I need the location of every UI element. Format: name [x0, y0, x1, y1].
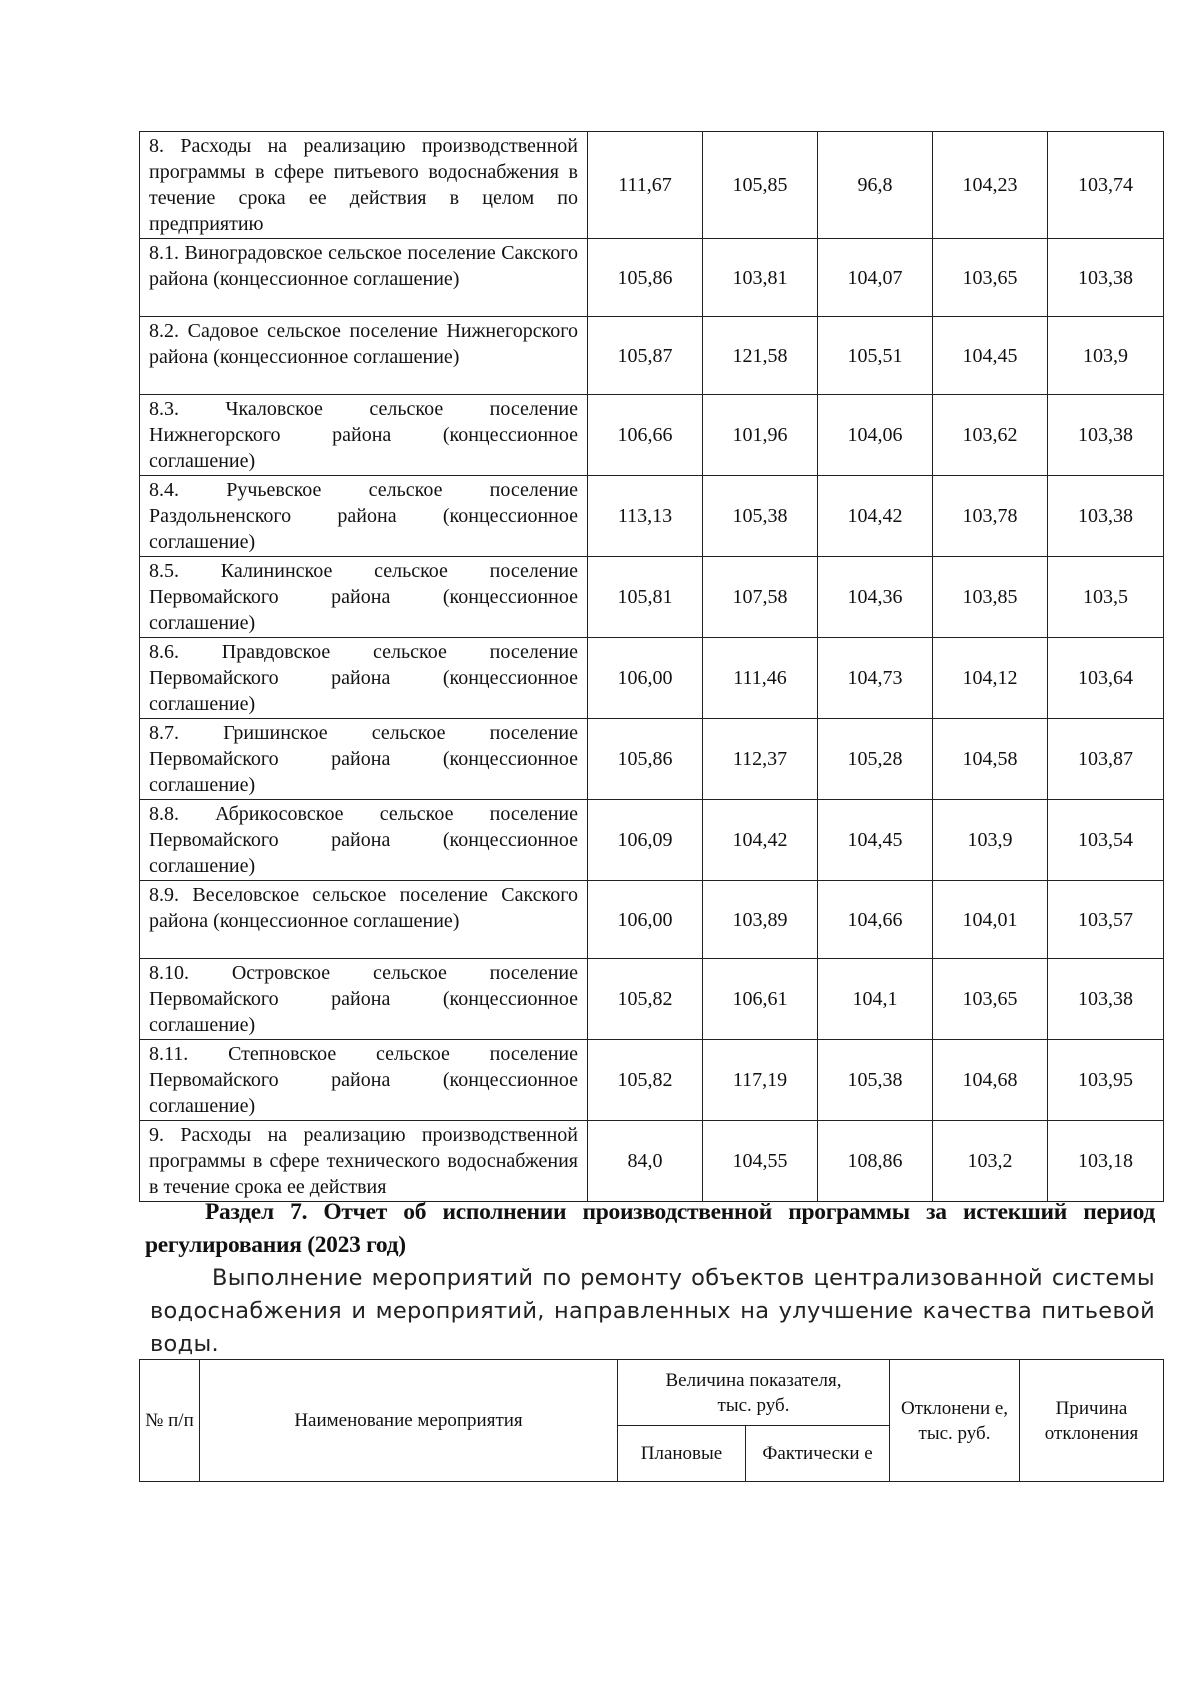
- value-cell: 104,58: [933, 719, 1048, 800]
- value-cell: 105,82: [588, 1040, 703, 1121]
- value-cell: 84,0: [588, 1121, 703, 1202]
- row-name-cell: 8.3. Чкаловское сельское поселение Нижнегорского района (концессионное соглашение): [140, 395, 588, 476]
- table-row: [140, 800, 1164, 881]
- row-name-cell: 8.7. Гришинское сельское поселение Первомайского района (концессионное соглашение): [140, 719, 588, 800]
- table-row: [140, 1121, 1164, 1202]
- value-cell: 112,37: [703, 719, 818, 800]
- value-cell: 96,8: [818, 132, 933, 239]
- value-cell: 103,54: [1048, 800, 1164, 881]
- row-name-cell: 8.4. Ручьевское сельское поселение Раздольненского района (концессионное соглашение): [140, 476, 588, 557]
- row-name-cell: 8.5. Калининское сельское поселение Первомайского района (концессионное соглашение): [140, 557, 588, 638]
- table-row: [140, 132, 1164, 239]
- section-paragraph-text: Выполнение мероприятий по ремонту объектов централизованной системы водоснабжения и мероприятий, направленных на улучшение качества питьевой воды.: [150, 1265, 1155, 1357]
- value-cell: 104,42: [818, 476, 933, 557]
- value-cell: 108,86: [818, 1121, 933, 1202]
- value-cell: 103,87: [1048, 719, 1164, 800]
- value-cell: 105,51: [818, 317, 933, 395]
- value-cell: 121,58: [703, 317, 818, 395]
- value-cell: 117,19: [703, 1040, 818, 1121]
- row-name-cell: 8.9. Веселовское сельское поселение Сакского района (концессионное соглашение): [140, 881, 588, 959]
- section-heading-text: Раздел 7. Отчет об исполнении производственной программы за истекший период регулирования (2023 год): [145, 1199, 1155, 1258]
- value-cell: 103,38: [1048, 959, 1164, 1040]
- value-cell: 105,28: [818, 719, 933, 800]
- value-cell: 104,1: [818, 959, 933, 1040]
- value-cell: 103,78: [933, 476, 1048, 557]
- table-row: [140, 317, 1164, 395]
- value-cell: 111,67: [588, 132, 703, 239]
- row-name-cell: 8.11. Степновское сельское поселение Первомайского района (концессионное соглашение): [140, 1040, 588, 1121]
- value-cell: 103,95: [1048, 1040, 1164, 1121]
- value-cell: 111,46: [703, 638, 818, 719]
- value-cell: 113,13: [588, 476, 703, 557]
- row-name-cell: 8.2. Садовое сельское поселение Нижнегорского района (концессионное соглашение): [140, 317, 588, 395]
- value-cell: 104,36: [818, 557, 933, 638]
- value-cell: 104,66: [818, 881, 933, 959]
- value-cell: 104,55: [703, 1121, 818, 1202]
- table-row: [140, 959, 1164, 1040]
- value-cell: 103,85: [933, 557, 1048, 638]
- value-cell: 104,07: [818, 239, 933, 317]
- header-name: Наименование мероприятия: [200, 1360, 618, 1482]
- header-actual: Фактически е: [746, 1426, 890, 1482]
- value-cell: 106,00: [588, 638, 703, 719]
- expenses-table: [139, 131, 1164, 1202]
- value-cell: 103,89: [703, 881, 818, 959]
- table-row: [140, 557, 1164, 638]
- activities-table: [139, 1359, 1164, 1482]
- value-cell: 104,45: [818, 800, 933, 881]
- value-cell: 103,2: [933, 1121, 1048, 1202]
- value-cell: 105,82: [588, 959, 703, 1040]
- table-row: [140, 395, 1164, 476]
- value-cell: 103,62: [933, 395, 1048, 476]
- value-cell: 103,5: [1048, 557, 1164, 638]
- value-cell: 106,61: [703, 959, 818, 1040]
- value-cell: 106,66: [588, 395, 703, 476]
- value-cell: 104,45: [933, 317, 1048, 395]
- value-cell: 101,96: [703, 395, 818, 476]
- expenses-table-body: [140, 132, 1164, 1202]
- header-planned: Плановые: [618, 1426, 746, 1482]
- section-paragraph: [150, 1262, 1155, 1361]
- value-cell: 104,42: [703, 800, 818, 881]
- header-reason: Причина отклонения: [1020, 1360, 1164, 1482]
- value-cell: 103,38: [1048, 239, 1164, 317]
- value-cell: 105,86: [588, 239, 703, 317]
- value-cell: 103,57: [1048, 881, 1164, 959]
- value-cell: 104,06: [818, 395, 933, 476]
- table-row: [140, 239, 1164, 317]
- header-deviation: Отклонени е, тыс. руб.: [890, 1360, 1020, 1482]
- row-name-cell: 8. Расходы на реализацию производственной программы в сфере питьевого водоснабжения в течение срока ее действия в целом по предприятию: [140, 132, 588, 239]
- section-heading: [145, 1196, 1155, 1262]
- value-cell: 105,85: [703, 132, 818, 239]
- row-name-cell: 8.8. Абрикосовское сельское поселение Первомайского района (концессионное соглашение): [140, 800, 588, 881]
- value-cell: 103,9: [933, 800, 1048, 881]
- table-row: [140, 638, 1164, 719]
- value-cell: 104,01: [933, 881, 1048, 959]
- value-cell: 103,65: [933, 239, 1048, 317]
- table-row: [140, 881, 1164, 959]
- value-cell: 103,64: [1048, 638, 1164, 719]
- value-cell: 105,86: [588, 719, 703, 800]
- value-cell: 103,9: [1048, 317, 1164, 395]
- value-cell: 103,38: [1048, 476, 1164, 557]
- value-cell: 107,58: [703, 557, 818, 638]
- table-row: [140, 476, 1164, 557]
- row-name-cell: 8.1. Виноградовское сельское поселение Сакского района (концессионное соглашение): [140, 239, 588, 317]
- value-cell: 105,87: [588, 317, 703, 395]
- value-cell: 104,12: [933, 638, 1048, 719]
- row-name-cell: 8.10. Островское сельское поселение Первомайского района (концессионное соглашение): [140, 959, 588, 1040]
- header-row: [140, 1360, 1164, 1426]
- value-cell: 104,68: [933, 1040, 1048, 1121]
- value-cell: 105,81: [588, 557, 703, 638]
- value-cell: 103,18: [1048, 1121, 1164, 1202]
- value-cell: 103,74: [1048, 132, 1164, 239]
- activities-table-header: [140, 1360, 1164, 1482]
- header-num: № п/п: [140, 1360, 200, 1482]
- value-cell: 105,38: [818, 1040, 933, 1121]
- value-cell: 105,38: [703, 476, 818, 557]
- value-cell: 106,09: [588, 800, 703, 881]
- row-name-cell: 9. Расходы на реализацию производственной программы в сфере технического водоснабжения в течение срока ее действия: [140, 1121, 588, 1202]
- value-cell: 104,23: [933, 132, 1048, 239]
- value-cell: 104,73: [818, 638, 933, 719]
- table-row: [140, 719, 1164, 800]
- row-name-cell: 8.6. Правдовское сельское поселение Первомайского района (концессионное соглашение): [140, 638, 588, 719]
- table-row: [140, 1040, 1164, 1121]
- value-cell: 106,00: [588, 881, 703, 959]
- value-cell: 103,65: [933, 959, 1048, 1040]
- value-cell: 103,81: [703, 239, 818, 317]
- header-value: Величина показателя, тыс. руб.: [618, 1360, 890, 1426]
- value-cell: 103,38: [1048, 395, 1164, 476]
